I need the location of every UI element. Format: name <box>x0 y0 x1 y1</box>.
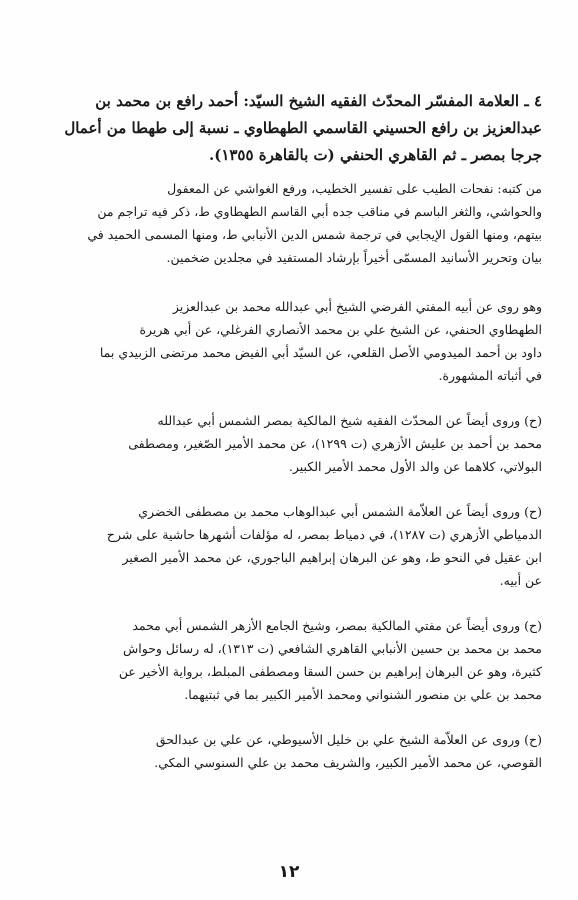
paragraph-works <box>40 177 542 269</box>
text-line: محمد بن أحمد بن عليش الأزهري (ت ١٢٩٩)، عن محمد الأمير الصّغير، ومصطفى <box>128 436 542 451</box>
heading-line: ٤ ـ العلامة المفسّر المحدّث الفقيه الشيخ السيّد: أحمد رافع بن محمد بن <box>95 92 542 110</box>
text-line: كثيرة، وهو عن البرهان إبراهيم بن حسن السقا ومصطفى المبلط، برواية الأخير عن <box>118 664 542 679</box>
text-line: وهو روى عن أبيه المفتي الفرضي الشيخ أبي عبدالله محمد بن عبدالعزيز <box>172 299 542 314</box>
text-line: الطهطاوي الحنفي، عن الشيخ علي بن محمد الأنصاري الفرغلي، عن أبي هريرة <box>139 322 542 337</box>
text-line: بيان وتحرير الأسانيد المسمّى أخيراً بإرشاد المستفيد في مجلدين ضخمين. <box>166 250 542 265</box>
text-line: (ح) وروى أيضاً عن العلاّمة الشمس أبي عبدالوهاب محمد بن مصطفى الخضري <box>138 504 542 519</box>
entry-heading <box>40 88 542 169</box>
text-line: ابن عقيل في النحو ط، وهو عن البرهان إبراهيم الباجوري، عن محمد الأمير الصغير <box>122 550 542 565</box>
text-line: (ح) وروى أيضاً عن المحدّث الفقيه شيخ المالكية بمصر الشمس أبي عبدالله <box>157 413 542 428</box>
paragraph-chain <box>40 728 542 774</box>
text-line: محمد بن محمد بن حسين الأنبابي القاهري الشافعي (ت ١٣١٣)، له رسائل وحواش <box>123 641 542 656</box>
paragraph-chain <box>40 295 542 387</box>
text-line: (ح) وروى أيضاً عن مفتي المالكية بمصر، وشيخ الجامع الأزهر الشمس أبي محمد <box>132 618 542 633</box>
paragraph-chain <box>40 614 542 706</box>
paragraph-chain <box>40 500 542 592</box>
text-line: داود بن أحمد الميدومي الأصل القلعي، عن السيّد أبي الفيض محمد مرتضى الزبيدي بما <box>99 345 542 360</box>
paragraph-chain <box>40 409 542 478</box>
text-line: بيتهم، ومنها القول الإيجابي في ترجمة شمس الدين الأنبابي ط، ومنها المسمى الحميد في <box>87 227 542 242</box>
text-line: البولاتي، كلاهما عن والد الأول محمد الأمير الكبير. <box>288 459 542 474</box>
text-line: عن أبيه. <box>499 573 542 588</box>
text-line: والحواشي، والثغر الباسم في مناقب جده أبي القاسم الطهطاوي ط، ذكر فيه تراجم من <box>97 204 542 219</box>
text-line: القوصي، عن محمد الأمير الكبير، والشريف محمد بن علي السنوسي المكي. <box>154 755 542 770</box>
heading-line: عبدالعزيز بن رافع الحسيني القاسمي الطهطاوي ـ نسبة إلى طهطا من أعمال <box>64 119 542 137</box>
text-line: من كتبه: نفحات الطيب على تفسير الخطيب، ورفع الغواشي عن المعفول <box>167 181 542 196</box>
text-line: الدمياطي الأزهري (ت ١٢٨٧)، في دمياط بمصر، له مؤلفات أشهرها حاشية على شرح <box>106 527 542 542</box>
page-number: ١٢ <box>278 862 300 882</box>
text-line: في أثباته المشهورة. <box>438 368 542 383</box>
text-line: محمد بن علي بن منصور الشنواني ومحمد الأمير الكبير بما في ثبتيهما. <box>184 687 542 702</box>
heading-line: جرجا بمصر ـ ثم القاهري الحنفي (ت بالقاهرة ١٣٥٥). <box>208 146 542 164</box>
page-content <box>40 88 542 796</box>
text-line: (ح) وروى عن العلاّمة الشيخ علي بن خليل الأسيوطي، عن علي بن عبدالحق <box>155 732 542 747</box>
